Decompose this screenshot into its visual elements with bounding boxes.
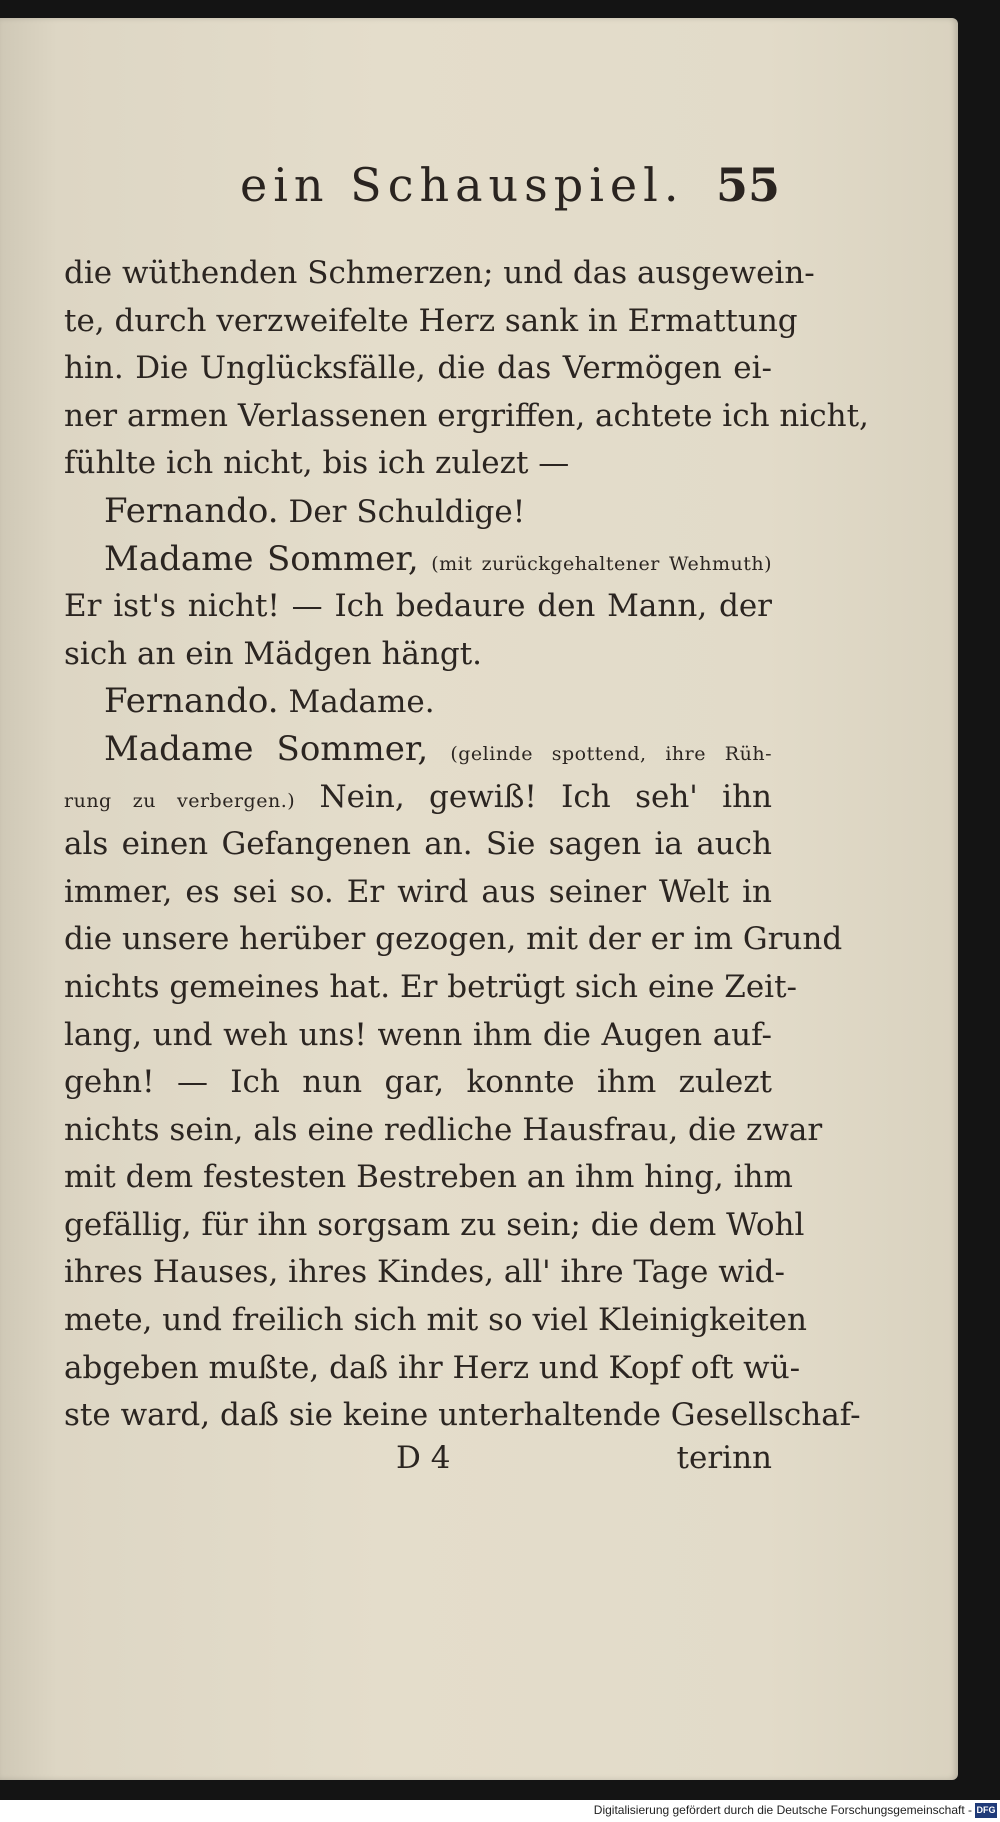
text-line: nichts gemeines hat. Er betrügt sich eine Zeit- xyxy=(64,968,798,1005)
speaker-name: Madame Sommer, xyxy=(104,538,419,579)
text-line: fühlte ich nicht, bis ich zulezt — xyxy=(64,445,570,482)
page-number: 55 xyxy=(715,158,780,212)
body-text xyxy=(64,250,869,1440)
stage-direction: (gelinde spottend, ihre Rüh- xyxy=(450,742,772,765)
text-line: die unsere herüber gezogen, mit der er im Grund xyxy=(64,921,843,958)
stage-direction: (mit zurückgehaltener Wehmuth) xyxy=(431,552,772,575)
text-line: abgeben mußte, daß ihr Herz und Kopf oft wü- xyxy=(64,1349,801,1386)
text-line: lang, und weh uns! wenn ihm die Augen auf- xyxy=(64,1016,772,1053)
text-line: sich an ein Mädgen hängt. xyxy=(64,635,483,672)
signature-mark: D 4 xyxy=(396,1440,451,1476)
funding-credit: Digitalisierung gefördert durch die Deutsche Forschungsgemeinschaft - xyxy=(593,1803,972,1817)
text-line: ihres Hauses, ihres Kindes, all' ihre Tage wid- xyxy=(64,1254,785,1291)
text-line: ner armen Verlassenen ergriffen, achtete ich nicht, xyxy=(64,397,869,434)
text-line: Er ist's nicht! — Ich bedaure den Mann, der xyxy=(64,588,772,625)
text-line: gehn! — Ich nun gar, konnte ihm zulezt xyxy=(64,1064,772,1101)
dialogue-line: Fernando. Madame. xyxy=(104,681,435,722)
book-page xyxy=(0,18,958,1780)
text-line: hin. Die Unglücksfälle, die das Vermögen ei- xyxy=(64,350,772,387)
dialogue-line xyxy=(64,726,772,774)
page-footer xyxy=(64,1440,772,1490)
text-line: die wüthenden Schmerzen; und das ausgewein- xyxy=(64,255,815,291)
running-head: ein Schauspiel. xyxy=(240,158,685,212)
stage-direction: rung zu verbergen.) xyxy=(64,789,296,812)
speaker-name: Fernando. xyxy=(104,490,279,531)
dfg-logo-icon: DFG xyxy=(975,1803,997,1818)
text-line: mete, und freilich sich mit so viel Kleinigkeiten xyxy=(64,1302,807,1339)
text-line: te, durch verzweifelte Herz sank in Ermattung xyxy=(64,302,798,339)
text-line: rung zu verbergen.) Nein, gewiß! Ich seh' ihn xyxy=(64,778,772,815)
text-line: nichts sein, als eine redliche Hausfrau, die zwar xyxy=(64,1111,823,1148)
text-line: mit dem festesten Bestreben an ihm hing, ihm xyxy=(64,1159,793,1196)
dialogue-line xyxy=(64,536,772,584)
credit-bar xyxy=(0,1800,1000,1822)
page-header xyxy=(240,158,780,238)
speaker-name: Fernando. xyxy=(104,681,279,722)
speaker-name: Madame Sommer, xyxy=(104,728,429,769)
text-line: als einen Gefangenen an. Sie sagen ia auch xyxy=(64,826,772,863)
dialogue-line: Fernando. Der Schuldige! xyxy=(104,490,526,531)
text-line: ste ward, daß sie keine unterhaltende Gesellschaf- xyxy=(64,1397,861,1434)
text-line: gefällig, für ihn sorgsam zu sein; die dem Wohl xyxy=(64,1206,805,1243)
catchword: terinn xyxy=(676,1440,772,1476)
text-line: immer, es sei so. Er wird aus seiner Welt in xyxy=(64,873,772,910)
